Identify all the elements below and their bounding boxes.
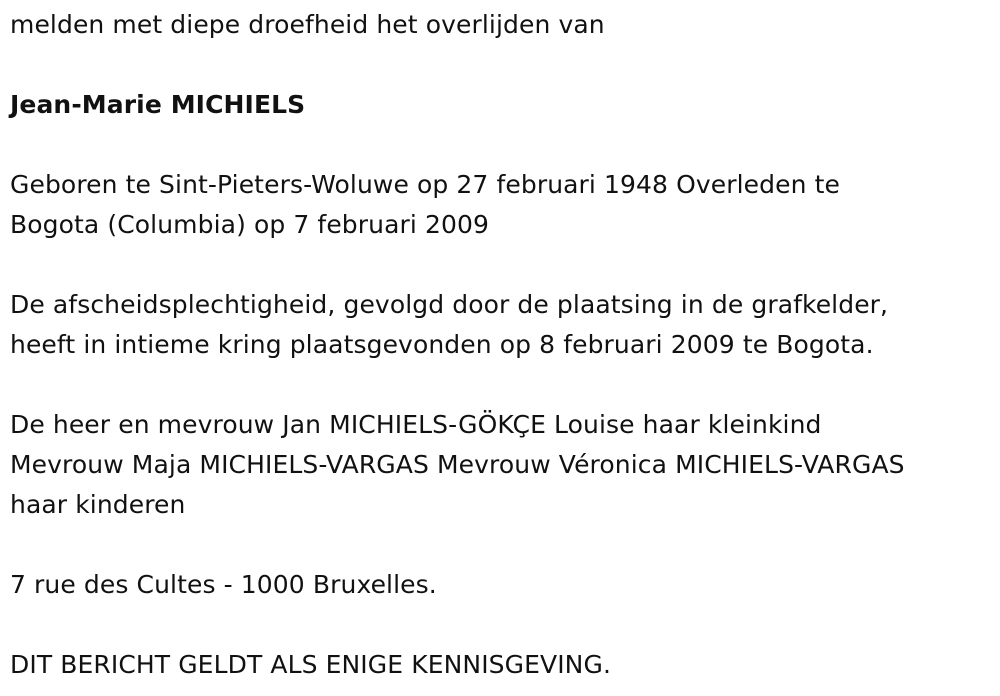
ceremony-line-2: heeft in intieme kring plaatsgevonden op 8 februari 2009 te Bogota. [10, 330, 874, 359]
notice-line: DIT BERICHT GELDT ALS ENIGE KENNISGEVING. [10, 650, 611, 679]
birth-death-line-2: Bogota (Columbia) op 7 februari 2009 [10, 210, 490, 239]
intro-line: melden met diepe droefheid het overlijden van [10, 10, 605, 39]
family-line-2: Mevrouw Maja MICHIELS-VARGAS Mevrouw Véronica MICHIELS-VARGAS [10, 450, 905, 479]
ceremony-line-1: De afscheidsplechtigheid, gevolgd door de plaatsing in de grafkelder, [10, 290, 889, 319]
birth-death-line-1: Geboren te Sint-Pieters-Woluwe op 27 februari 1948 Overleden te [10, 170, 840, 199]
family-line-3: haar kinderen [10, 490, 186, 519]
address-line: 7 rue des Cultes - 1000 Bruxelles. [10, 570, 437, 599]
deceased-name: Jean-Marie MICHIELS [10, 90, 306, 119]
family-line-1: De heer en mevrouw Jan MICHIELS-GÖKÇE Louise haar kleinkind [10, 410, 822, 439]
